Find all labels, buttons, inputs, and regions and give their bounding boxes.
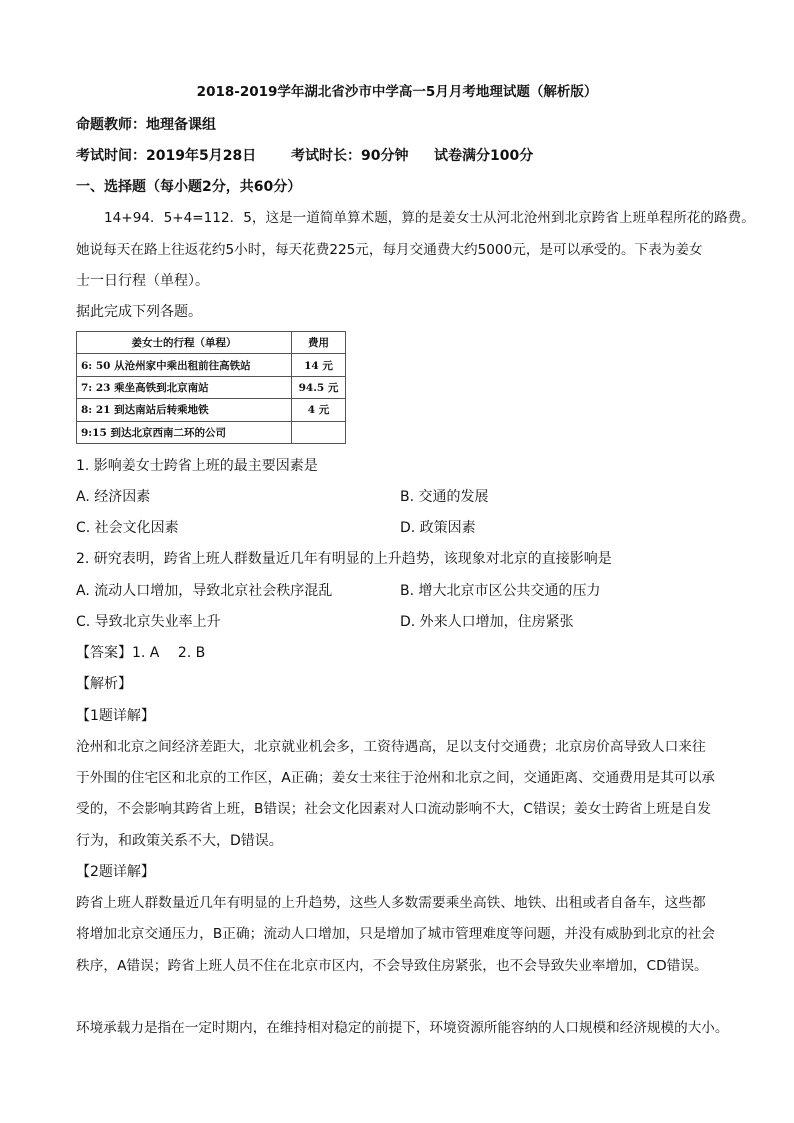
fee-cell [292, 421, 346, 443]
trip-cell: 8: 21 到达南站后转乘地铁 [77, 399, 292, 421]
question-1-option-d: D. 政策因素 [400, 520, 476, 536]
exam-time: 考试时间：2019年5月28日 [76, 148, 257, 164]
exam-teacher: 命题教师：地理备课组 [76, 117, 216, 133]
trip-cell: 6: 50 从沧州家中乘出租前往高铁站 [77, 354, 292, 376]
intro-line-3: 士一日行程（单程）。 [76, 273, 209, 289]
exam-full-score: 试卷满分100分 [434, 148, 534, 164]
table-header-trip: 姜女士的行程（单程） [77, 332, 292, 354]
table-row [77, 354, 346, 376]
exam-duration: 考试时长：90分钟 [291, 148, 409, 164]
analysis-label: 【解析】 [76, 676, 132, 692]
question-1-option-a: A. 经济因素 [76, 489, 151, 505]
detail-2-line-3: 秩序，A错误；跨省上班人员不住在北京市区内，不会导致住房紧张，也不会导致失业率增加，CD错误。 [76, 958, 708, 974]
fee-cell: 4 元 [292, 399, 346, 421]
trip-cell: 7: 23 乘坐高铁到北京南站 [77, 376, 292, 398]
section-heading: 一、选择题（每小题2分，共60分） [76, 179, 302, 195]
question-2-option-b: B. 增大北京市区公共交通的压力 [400, 583, 601, 599]
question-1-option-c: C. 社会文化因素 [76, 520, 179, 536]
fee-cell: 94.5 元 [292, 376, 346, 398]
detail-2-line-1: 跨省上班人群数量近几年有明显的上升趋势，这些人多数需要乘坐高铁、地铁、出租或者自备车，这些都 [76, 895, 706, 911]
detail-1-line-3: 受的，不会影响其跨省上班，B错误；社会文化因素对人口流动影响不大，C错误；姜女士跨省上班是自发 [76, 801, 711, 817]
question-2-option-d: D. 外来人口增加，住房紧张 [400, 614, 574, 630]
fee-cell: 14 元 [292, 354, 346, 376]
question-2-option-a: A. 流动人口增加，导致北京社会秩序混乱 [76, 583, 333, 599]
question-1-option-b: B. 交通的发展 [400, 489, 489, 505]
table-row [77, 421, 346, 443]
trip-cell: 9:15 到达北京西南二环的公司 [77, 421, 292, 443]
closing-paragraph: 环境承载力是指在一定时期内，在维持相对稳定的前提下，环境资源所能容纳的人口规模和经济规模的大小。 [76, 1020, 729, 1036]
detail-2-line-2: 将增加北京交通压力，B正确；流动人口增加，只是增加了城市管理难度等问题，并没有威胁到北京的社会 [76, 926, 716, 942]
detail-1-line-4: 行为，和政策关系不大，D错误。 [76, 833, 283, 849]
answer-line: 【答案】1. A 2. B [76, 645, 206, 661]
intro-line-1: 14+94．5+4=112．5，这是一道简单算术题，算的是姜女士从河北沧州到北京跨省上班单程所花的路费。 [104, 210, 755, 226]
question-1-stem: 1. 影响姜女士跨省上班的最主要因素是 [76, 458, 318, 474]
question-2-option-c: C. 导致北京失业率上升 [76, 614, 221, 630]
instruction: 据此完成下列各题。 [76, 304, 202, 320]
detail-2-label: 【2题详解】 [76, 864, 155, 880]
document-title: 2018-2019学年湖北省沙市中学高一5月月考地理试题（解析版） [196, 84, 598, 100]
intro-line-2: 她说每天在路上往返花约5小时，每天花费225元，每月交通费大约5000元，是可以承受的。下表为姜女 [76, 242, 703, 258]
detail-1-label: 【1题详解】 [76, 708, 155, 724]
table-row [77, 376, 346, 398]
itinerary-table [76, 331, 346, 444]
table-header-fee: 费用 [292, 332, 346, 354]
table-row [77, 399, 346, 421]
question-2-stem: 2. 研究表明，跨省上班人群数量近几年有明显的上升趋势，该现象对北京的直接影响是 [76, 551, 612, 567]
detail-1-line-2: 于外围的住宅区和北京的工作区，A正确；姜女士来往于沧州和北京之间，交通距离、交通费用是其可以承 [76, 770, 715, 786]
detail-1-line-1: 沧州和北京之间经济差距大，北京就业机会多，工资待遇高，足以支付交通费；北京房价高导致人口来往 [76, 739, 706, 755]
